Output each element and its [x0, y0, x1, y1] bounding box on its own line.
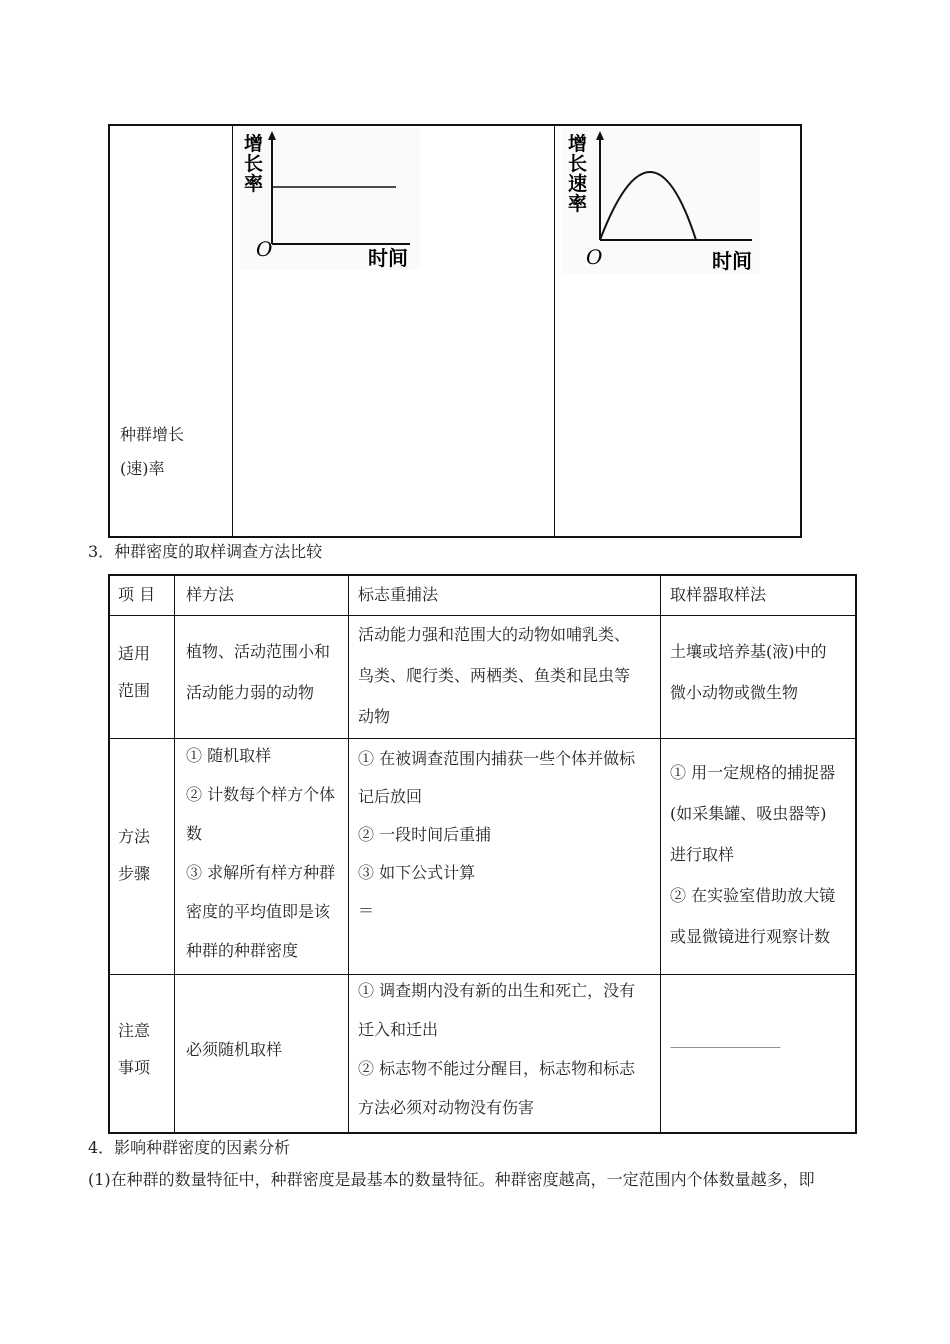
cell-line: —————————— — [670, 1040, 780, 1054]
origin-label: O — [586, 245, 603, 269]
x-axis-label: 时间 — [712, 249, 752, 273]
cell-line: 方法必须对动物没有伤害 — [358, 1098, 535, 1117]
column-divider — [660, 576, 661, 1132]
growth-rate-table — [108, 124, 802, 538]
table-header: 项 目 — [118, 585, 156, 604]
cell-line: 范围 — [118, 681, 151, 700]
y-label-char: 增 — [244, 133, 264, 155]
y-label-char: 增 — [568, 133, 588, 155]
table-cell — [670, 752, 835, 957]
row-label — [118, 635, 150, 709]
column-divider — [174, 576, 175, 1132]
y-label-char: 长 — [244, 153, 264, 175]
cell-line: 步骤 — [118, 864, 151, 883]
table-cell — [670, 631, 827, 713]
cell-line: ② 计数每个样方个体 — [186, 785, 336, 804]
table-cell — [358, 740, 635, 930]
column-divider — [232, 126, 233, 536]
cell-line: 记后放回 — [358, 787, 423, 806]
y-axis-arrow-icon — [268, 131, 276, 140]
row-label — [118, 818, 150, 892]
cell-line: 迁入和迁出 — [358, 1020, 439, 1039]
row-label-line: 种群增长 — [120, 425, 185, 444]
section-heading: 4．影响种群密度的因素分析 — [88, 1138, 291, 1157]
cell-line: 活动能力弱的动物 — [186, 683, 315, 702]
cell-line: 适用 — [118, 644, 151, 663]
y-label-char: 率 — [244, 173, 264, 195]
y-label-char: 速 — [568, 173, 588, 195]
y-label-char: 长 — [568, 153, 588, 175]
table-cell — [186, 736, 335, 970]
cell-line: ① 在被调查范围内捕获一些个体并做标 — [358, 749, 636, 768]
cell-line: (如采集罐、吸虫器等) — [670, 804, 827, 823]
cell-line: ③ 求解所有样方种群 — [186, 863, 336, 882]
cell-line: ① 调查期内没有新的出生和死亡，没有 — [358, 981, 636, 1000]
cell-line: 注意 — [118, 1021, 151, 1040]
growth-speed-graph-parabolic — [562, 128, 760, 274]
row-label — [118, 1012, 150, 1086]
paragraph: (1)在种群的数量特征中，种群密度是最基本的数量特征。种群密度越高，一定范围内个体数量越多，即 — [88, 1170, 815, 1189]
cell-line: 或显微镜进行观察计数 — [670, 927, 831, 946]
table-header: 取样器取样法 — [670, 585, 767, 604]
y-label-char: 率 — [568, 193, 588, 215]
sampling-methods-table — [108, 574, 857, 1134]
growth-rate-graph-constant — [240, 128, 420, 270]
cell-line: 必须随机取样 — [186, 1040, 283, 1059]
cell-line: ③ 如下公式计算 — [358, 863, 476, 882]
cell-line: 植物、活动范围小和 — [186, 642, 331, 661]
y-axis-arrow-icon — [596, 131, 604, 140]
cell-line: ＝ — [358, 901, 375, 920]
cell-line: 活动能力强和范围大的动物如哺乳类、 — [358, 625, 631, 644]
column-divider — [554, 126, 555, 536]
cell-line: ② 在实验室借助放大镜 — [670, 886, 836, 905]
row-label — [120, 418, 230, 486]
table-cell — [186, 1030, 282, 1069]
section-heading: 3．种群密度的取样调查方法比较 — [88, 542, 323, 561]
origin-label: O — [256, 237, 273, 261]
column-divider — [348, 576, 349, 1132]
table-cell — [186, 631, 330, 713]
x-axis-label: 时间 — [368, 246, 408, 270]
cell-line: 方法 — [118, 827, 151, 846]
table-cell — [358, 971, 635, 1127]
table-header: 样方法 — [186, 585, 235, 604]
table-cell-empty-dash — [670, 1028, 780, 1067]
cell-line: ② 一段时间后重捕 — [358, 825, 492, 844]
row-label-line: (速)率 — [120, 459, 165, 478]
cell-line: 密度的平均值即是该 — [186, 902, 331, 921]
cell-line: 微小动物或微生物 — [670, 683, 799, 702]
cell-line: 数 — [186, 824, 203, 843]
growth-speed-curve — [600, 172, 696, 240]
cell-line: 进行取样 — [670, 845, 735, 864]
cell-line: 事项 — [118, 1058, 151, 1077]
cell-line: ② 标志物不能过分醒目，标志物和标志 — [358, 1059, 636, 1078]
table-header: 标志重捕法 — [358, 585, 439, 604]
cell-line: 种群的种群密度 — [186, 941, 299, 960]
cell-line: 土壤或培养基(液)中的 — [670, 642, 827, 661]
cell-line: 鸟类、爬行类、两栖类、鱼类和昆虫等 — [358, 666, 631, 685]
table-cell — [358, 614, 630, 737]
cell-line: ① 随机取样 — [186, 746, 272, 765]
cell-line: 动物 — [358, 707, 391, 726]
cell-line: ① 用一定规格的捕捉器 — [670, 763, 836, 782]
